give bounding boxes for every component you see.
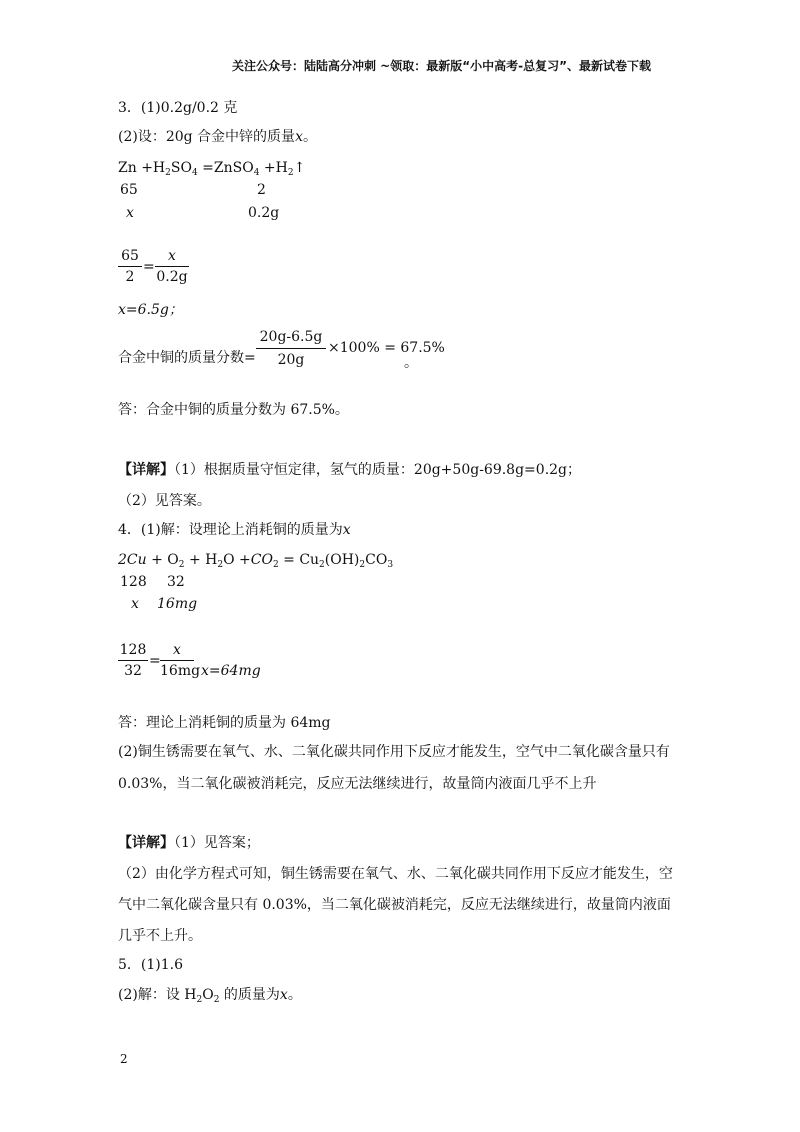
q3-fraction-left: 65 2 — [118, 249, 142, 285]
q3-equation: $Zn +H_2SO_4$ =ZnSO$_4$ $+H_2↑$ — [118, 160, 306, 178]
q3-part2: (2)设：20g 合金中锌的质量x。 — [118, 129, 317, 145]
q4-given-x: x — [131, 596, 139, 612]
q3-part1: 3．(1)0.2g/0.2 克 — [118, 100, 238, 116]
q4-fraction-right: x 16mg — [160, 642, 201, 679]
q3-given-h2: 0.2g — [248, 205, 280, 221]
q3-ratio-h2: 2 — [257, 182, 266, 198]
q4-ratio-cu: 128 — [120, 574, 147, 590]
q4-fraction-left: 128 32 — [119, 642, 147, 679]
q4-fraction-equals: = — [149, 653, 161, 669]
q3-ratio-zn: 65 — [120, 182, 138, 198]
q4-given-o2: 16mg — [157, 596, 198, 612]
q3-detail-2: （2）见答案。 — [118, 493, 211, 509]
q4-part2-line2: 0.03%，当二氧化碳被消耗完，反应无法继续进行，故量筒内液面几乎不上升 — [118, 776, 597, 792]
q3-fraction-right: x 0.2g — [156, 248, 188, 285]
q4-part1: 4．(1)解：设理论上消耗铜的质量为x — [118, 522, 351, 538]
q3-massfrac-fraction: 20g-6.5g 20g — [256, 330, 326, 370]
q4-result: x=64mg — [201, 663, 261, 679]
q4-detail-1: 【详解】（1）见答案； — [118, 835, 260, 851]
q4-detail-2-line3: 几乎不上升。 — [118, 928, 202, 944]
q3-result: x=6.5g； — [118, 302, 183, 318]
page-header: 关注公众号：陆陆高分冲刺 ~领取：最新版“小中高考-总复习”、最新试卷下载 — [232, 59, 651, 73]
q5-part2: (2)解：设 $H_2O_2$ 的质量为x。 — [118, 987, 302, 1005]
q4-detail-2-line1: （2）由化学方程式可知，铜生锈需要在氧气、水、二氧化碳共同作用下反应才能发生，空 — [118, 866, 673, 882]
q3-massfrac-label: 合金中铜的质量分数= — [118, 350, 256, 366]
q3-fraction-equals: = — [143, 259, 155, 275]
page-number: 2 — [120, 1052, 128, 1066]
q4-ratio-o2: 32 — [167, 574, 185, 590]
q4-answer: 答：理论上消耗铜的质量为 64mg — [118, 715, 331, 731]
q3-given-x: x — [126, 205, 134, 221]
q4-equation: $2Cu + O_2 + H_2O +CO_2 = Cu_2(OH)_2CO_3$ — [118, 552, 394, 570]
q3-massfrac-end: 。 — [404, 355, 418, 371]
q3-detail-1: 【详解】（1）根据质量守恒定律，氢气的质量：20g+50g-69.8g=0.2g； — [118, 462, 582, 478]
q5-part1: 5．(1)1.6 — [118, 957, 184, 973]
q3-answer: 答：合金中铜的质量分数为 67.5%。 — [118, 402, 349, 418]
q4-detail-2-line2: 气中二氧化碳含量只有 0.03%，当二氧化碳被消耗完，反应无法继续进行，故量筒内液面 — [118, 897, 671, 913]
q4-part2-line1: (2)铜生锈需要在氧气、水、二氧化碳共同作用下反应才能发生，空气中二氧化碳含量只有 — [118, 744, 670, 760]
q3-massfrac-tail: ×100% = 67.5% — [328, 340, 445, 356]
